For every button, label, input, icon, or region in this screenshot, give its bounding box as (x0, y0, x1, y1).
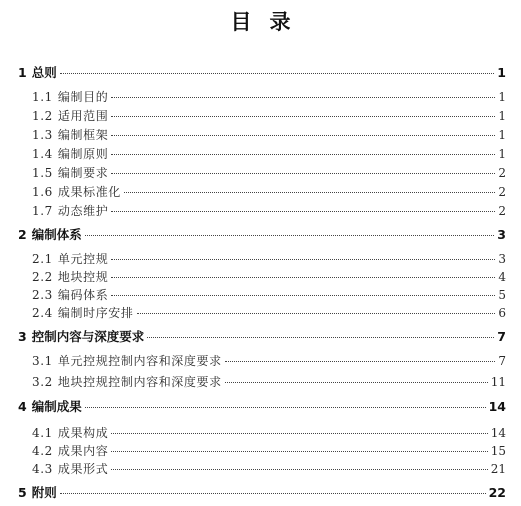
toc-entry[interactable] (32, 183, 506, 201)
entry-page: 1 (497, 65, 506, 80)
dot-leader (124, 192, 495, 193)
dot-leader (137, 313, 496, 314)
entry-label: 动态维护 (57, 204, 109, 218)
entry-number: 2.2 (32, 270, 53, 284)
entry-number: 2.4 (32, 306, 53, 320)
entry-number: 3.2 (32, 375, 53, 389)
entry-page: 1 (498, 128, 506, 142)
entry-number: 1 (18, 65, 27, 80)
entry-label: 成果形式 (57, 462, 109, 476)
entry-number: 1.6 (32, 185, 53, 199)
entry-number: 1.3 (32, 128, 53, 142)
entry-page: 11 (490, 375, 506, 389)
entry-page: 1 (498, 147, 506, 161)
toc-entry[interactable] (18, 226, 506, 244)
dot-leader (60, 493, 486, 494)
entry-number: 4.2 (32, 444, 53, 458)
toc-entry[interactable] (32, 373, 506, 391)
dot-leader (111, 97, 495, 98)
toc-entry[interactable] (32, 107, 506, 125)
entry-page: 21 (490, 462, 506, 476)
dot-leader (111, 259, 495, 260)
dot-leader (111, 277, 495, 278)
dot-leader (85, 235, 495, 236)
dot-leader (111, 211, 495, 212)
entry-number: 1.7 (32, 204, 53, 218)
toc-entry[interactable] (32, 88, 506, 106)
toc-entry[interactable] (32, 126, 506, 144)
dot-leader (225, 361, 496, 362)
toc-entry[interactable] (18, 398, 506, 416)
entry-label: 编制框架 (57, 128, 109, 142)
entry-number: 3 (18, 329, 27, 344)
entry-number: 1.4 (32, 147, 53, 161)
entry-number: 2.3 (32, 288, 53, 302)
entry-label: 适用范围 (57, 109, 109, 123)
entry-page: 3 (498, 252, 506, 266)
entry-number: 1.5 (32, 166, 53, 180)
entry-page: 22 (488, 485, 506, 500)
toc-entry[interactable] (32, 460, 506, 478)
toc-entry[interactable] (32, 202, 506, 220)
dot-leader (111, 469, 487, 470)
entry-label: 总则 (31, 65, 57, 80)
entry-number: 1.1 (32, 90, 53, 104)
dot-leader (111, 433, 487, 434)
entry-label: 编制时序安排 (57, 306, 134, 320)
entry-label: 编制要求 (57, 166, 109, 180)
toc-entry[interactable] (32, 145, 506, 163)
entry-number: 2 (18, 227, 27, 242)
toc-entry[interactable] (32, 250, 506, 268)
toc-entry[interactable] (32, 268, 506, 286)
toc-entry[interactable] (18, 484, 506, 502)
dot-leader (111, 135, 495, 136)
entry-page: 2 (498, 185, 506, 199)
entry-page: 5 (498, 288, 506, 302)
entry-label: 控制内容与深度要求 (31, 329, 145, 344)
dot-leader (60, 73, 495, 74)
entry-page: 1 (498, 90, 506, 104)
entry-page: 14 (488, 399, 506, 414)
entry-number: 2.1 (32, 252, 53, 266)
toc-title: 目录 (230, 10, 309, 34)
dot-leader (111, 451, 487, 452)
toc-entry[interactable] (18, 64, 506, 82)
entry-label: 成果构成 (57, 426, 109, 440)
dot-leader (111, 116, 495, 117)
entry-page: 4 (498, 270, 506, 284)
entry-number: 1.2 (32, 109, 53, 123)
entry-page: 2 (498, 166, 506, 180)
entry-page: 3 (497, 227, 506, 242)
entry-page: 7 (498, 354, 506, 368)
dot-leader (111, 173, 495, 174)
entry-number: 4 (18, 399, 27, 414)
entry-label: 成果内容 (57, 444, 109, 458)
entry-label: 单元控规 (57, 252, 109, 266)
entry-label: 编制原则 (57, 147, 109, 161)
toc-entry[interactable] (32, 304, 506, 322)
entry-number: 5 (18, 485, 27, 500)
entry-label: 单元控规控制内容和深度要求 (57, 354, 222, 368)
entry-page: 6 (498, 306, 506, 320)
entry-page: 14 (490, 426, 506, 440)
toc-entry[interactable] (32, 424, 506, 442)
entry-number: 4.3 (32, 462, 53, 476)
entry-label: 地块控规控制内容和深度要求 (57, 375, 222, 389)
entry-number: 4.1 (32, 426, 53, 440)
entry-page: 15 (490, 444, 506, 458)
dot-leader (225, 382, 488, 383)
entry-label: 附则 (31, 485, 57, 500)
entry-label: 编制体系 (31, 227, 82, 242)
dot-leader (111, 154, 495, 155)
dot-leader (85, 407, 486, 408)
dot-leader (147, 337, 494, 338)
entry-label: 编码体系 (57, 288, 109, 302)
toc-entry[interactable] (32, 164, 506, 182)
toc-entry[interactable] (32, 442, 506, 460)
entry-label: 成果标准化 (57, 185, 121, 199)
toc-entry[interactable] (32, 286, 506, 304)
dot-leader (111, 295, 495, 296)
entry-page: 2 (498, 204, 506, 218)
entry-label: 编制目的 (57, 90, 109, 104)
entry-page: 7 (497, 329, 506, 344)
entry-label: 编制成果 (31, 399, 82, 414)
entry-label: 地块控规 (57, 270, 109, 284)
toc-entry[interactable] (32, 352, 506, 370)
entry-number: 3.1 (32, 354, 53, 368)
toc-entry[interactable] (18, 328, 506, 346)
entry-page: 1 (498, 109, 506, 123)
